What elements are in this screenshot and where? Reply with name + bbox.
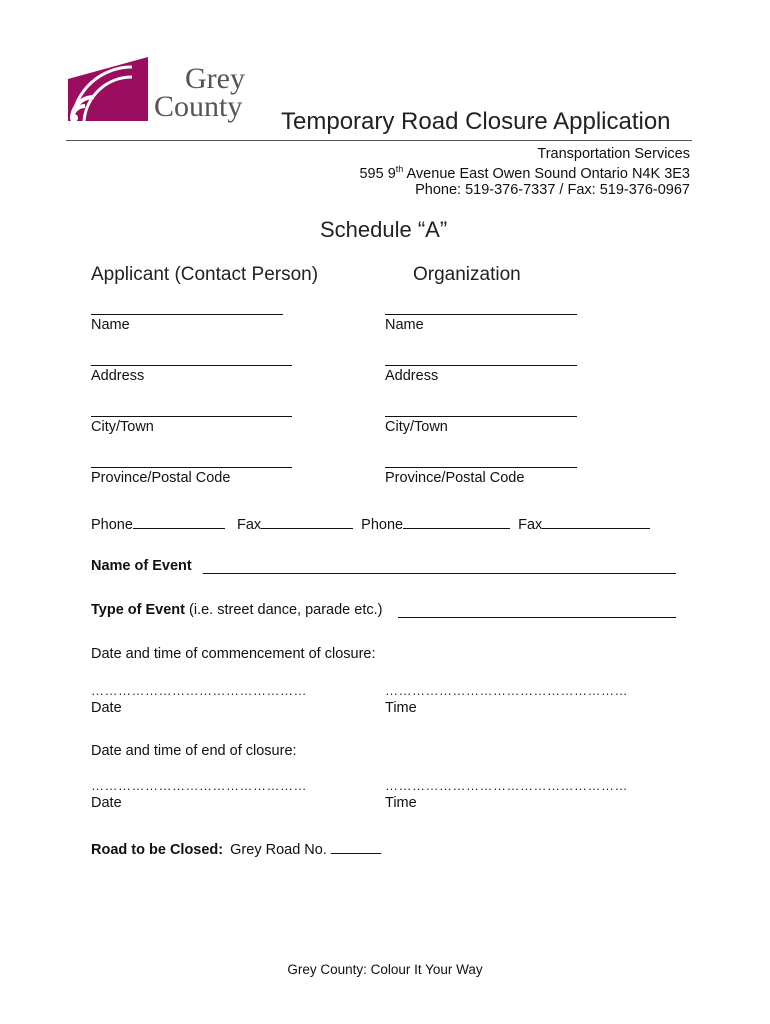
applicant-phone-label: Phone [91,517,133,533]
org-city-label: City/Town [385,419,448,435]
commencement-time-dots[interactable]: ……………………………………………… [385,683,628,698]
org-city-line[interactable] [385,416,577,417]
applicant-address-line[interactable] [91,365,292,366]
org-address-label: Address [385,368,439,384]
end-time-dots[interactable]: ……………………………………………… [385,778,628,793]
applicant-name-line[interactable] [91,314,283,315]
organization-heading: Organization [413,264,521,285]
applicant-fax-blank[interactable] [261,514,353,529]
applicant-province-label: Province/Postal Code [91,470,231,486]
end-label: Date and time of end of closure: [91,743,297,759]
department: Transportation Services [537,146,690,162]
page-title: Temporary Road Closure Application [281,108,671,135]
applicant-fax-label: Fax [236,517,262,533]
org-phone-blank[interactable] [403,514,510,529]
footer-tagline: Grey County: Colour It Your Way [287,962,483,977]
schedule-heading: Schedule “A” [320,217,448,242]
applicant-name-label: Name [91,317,130,333]
road-number-blank[interactable] [331,839,381,854]
road-label: Road to be Closed: [91,842,224,858]
org-address-line[interactable] [385,365,577,366]
event-type-hint: (i.e. street dance, parade etc.) [185,602,383,618]
address: 595 9th Avenue East Owen Sound Ontario N4K 3E3 [359,164,690,182]
grey-county-logo-icon [66,55,156,123]
commencement-time-label: Time [385,700,417,716]
org-name-label: Name [385,317,424,333]
event-type-row [91,602,382,618]
org-fax-blank[interactable] [542,514,650,529]
event-type-line[interactable] [398,617,676,618]
road-text: Grey Road No. [230,842,327,858]
end-date-label: Date [91,795,122,811]
applicant-city-label: City/Town [91,419,154,435]
event-name-label: Name of Event [91,558,192,574]
end-date-dots[interactable]: ………………………………………… [91,778,307,793]
org-phone-label: Phone [361,517,404,533]
applicant-province-line[interactable] [91,467,292,468]
org-province-line[interactable] [385,467,577,468]
org-name-line[interactable] [385,314,577,315]
commencement-date-label: Date [91,700,122,716]
org-fax-label: Fax [518,517,543,533]
org-province-label: Province/Postal Code [385,470,525,486]
applicant-heading: Applicant (Contact Person) [91,264,319,285]
commencement-label: Date and time of commencement of closure: [91,646,376,662]
applicant-address-label: Address [91,368,145,384]
phone-fax: Phone: 519-376-7337 / Fax: 519-376-0967 [415,182,690,198]
phone-fax-row [91,514,650,533]
header-rule [66,140,692,141]
road-row [91,839,381,858]
event-name-line[interactable] [203,573,676,574]
end-time-label: Time [385,795,417,811]
commencement-date-dots[interactable]: ………………………………………… [91,683,307,698]
logo-text-county: County [154,90,243,123]
applicant-city-line[interactable] [91,416,292,417]
logo-text-grey: Grey [185,62,245,95]
applicant-phone-blank[interactable] [133,514,225,529]
event-type-label: Type of Event [91,602,185,618]
